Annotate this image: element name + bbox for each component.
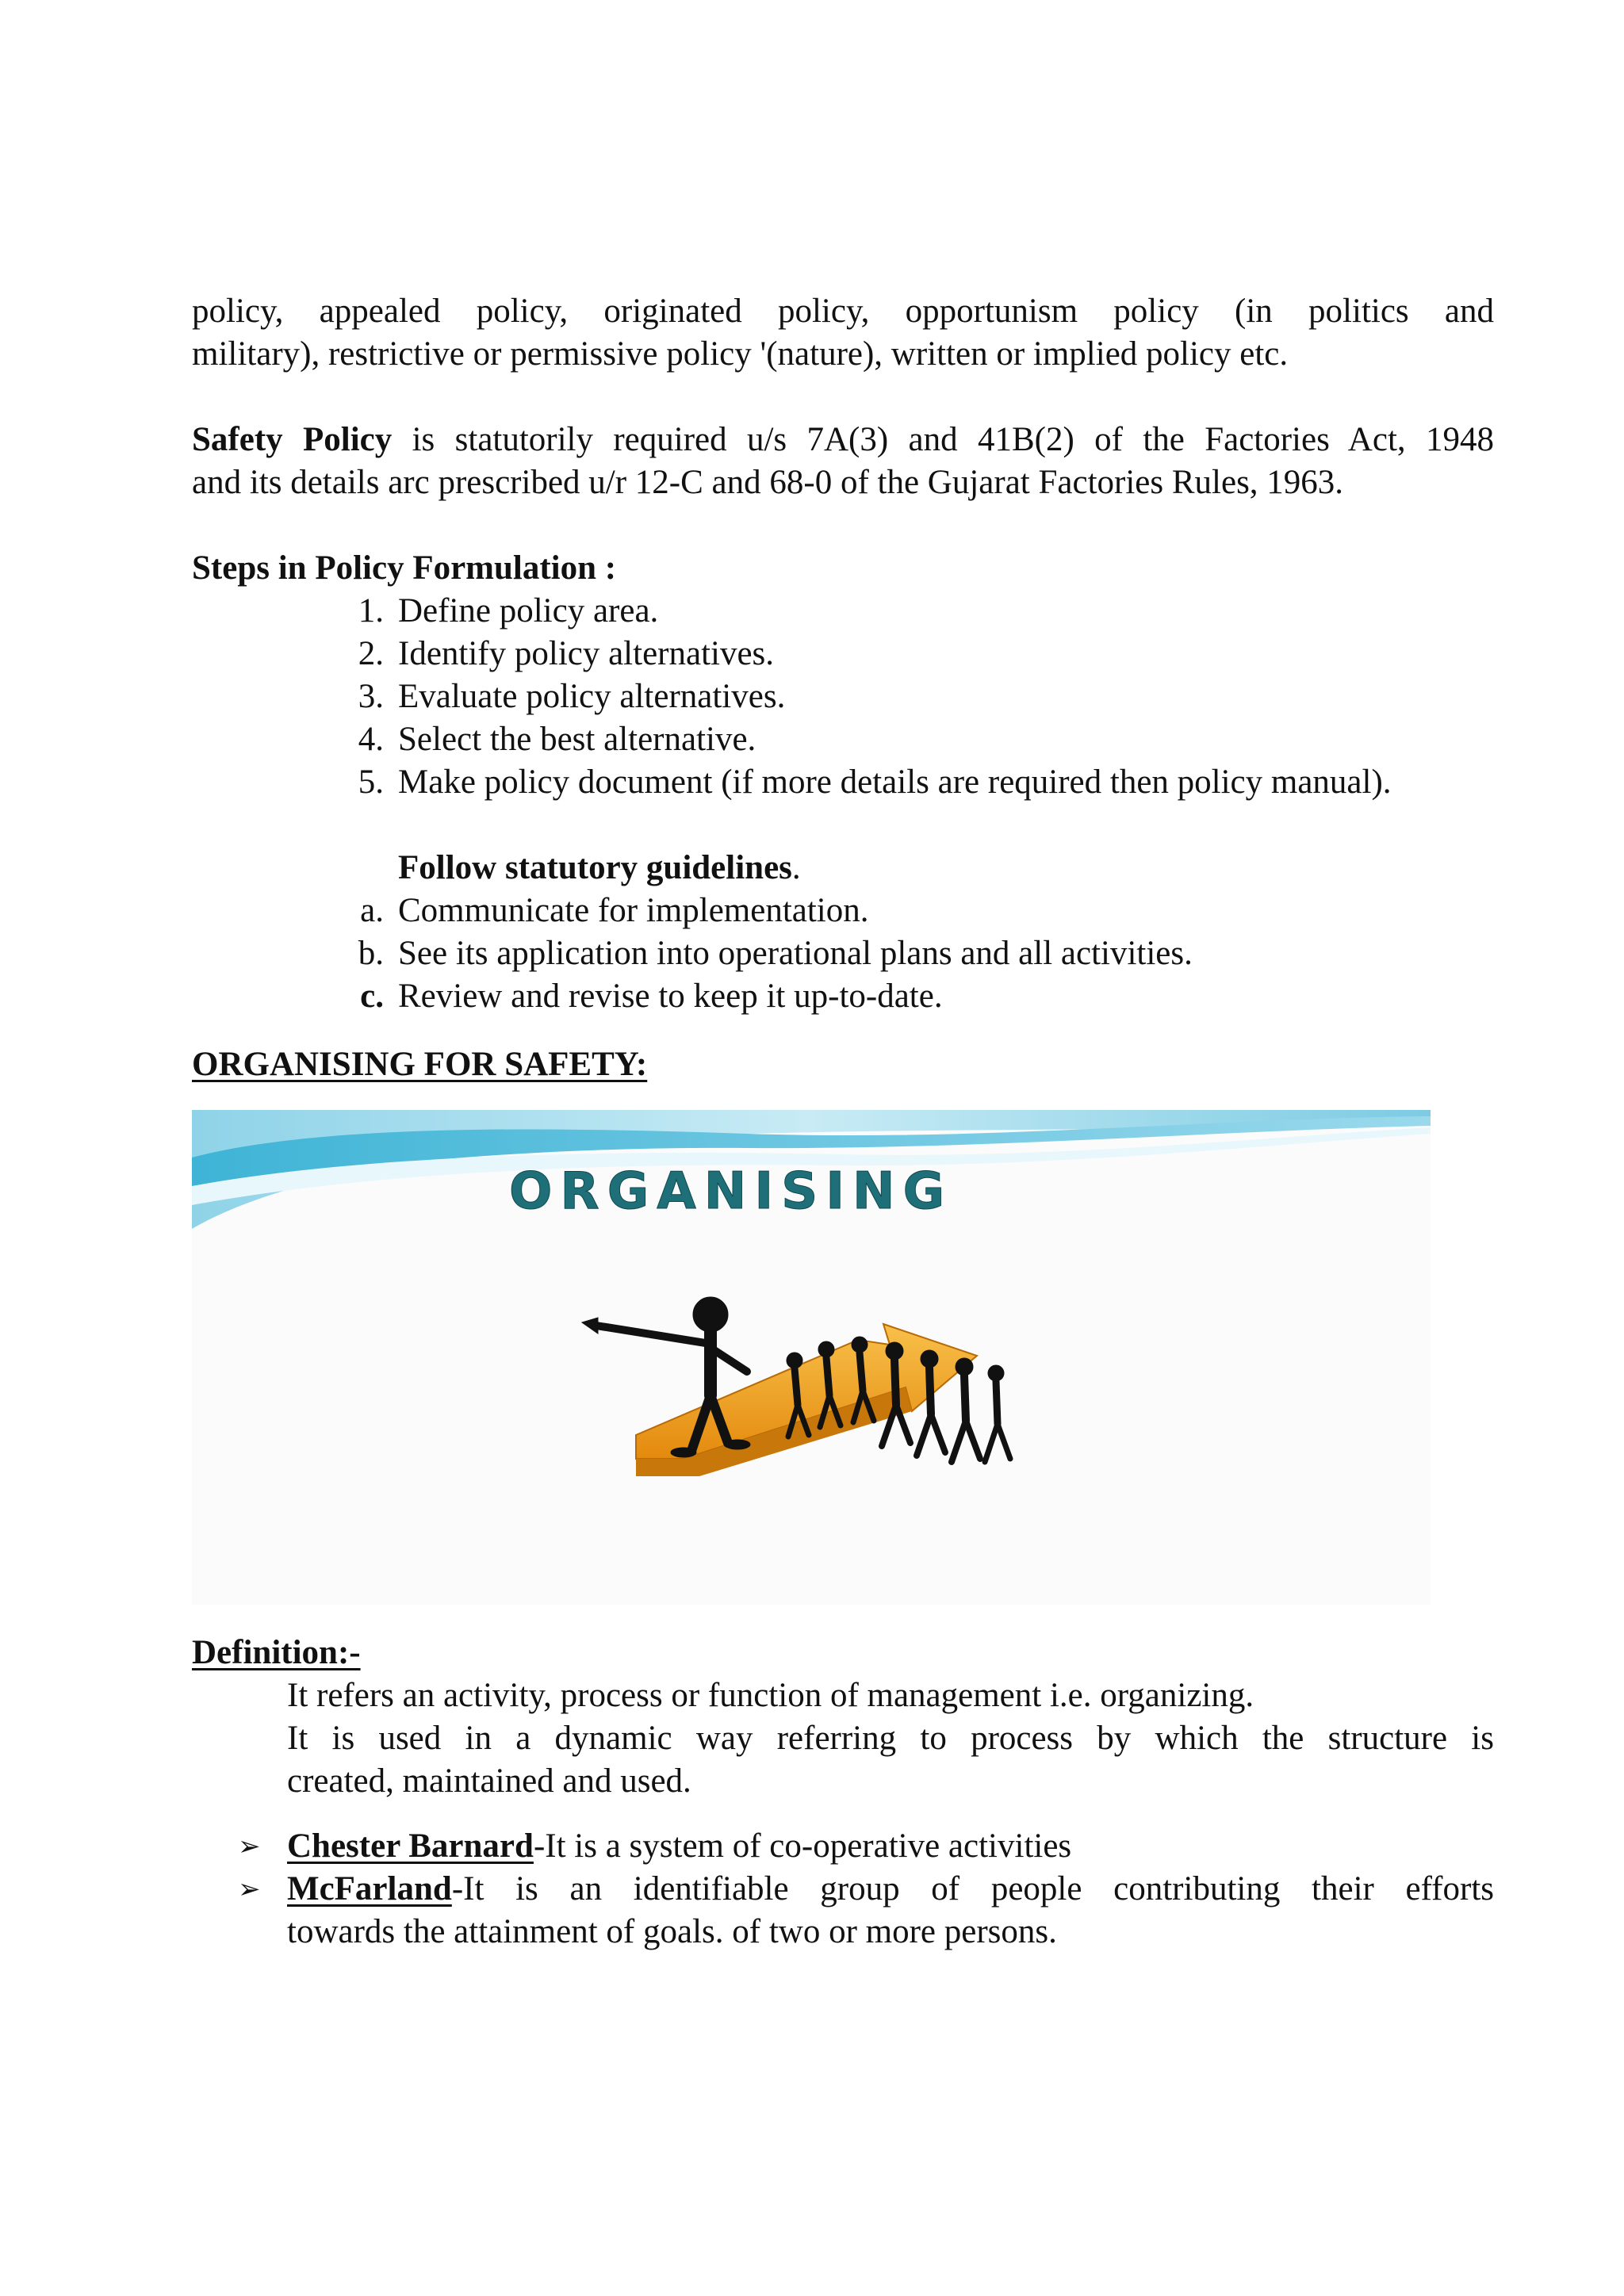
list-item xyxy=(333,932,1522,975)
definition-line-2: It is used in a dynamic way referring to process by which the structure is xyxy=(287,1720,1494,1757)
safety-policy-term: Safety Policy xyxy=(192,421,393,458)
list-item-text: Define policy area. xyxy=(398,592,659,629)
list-item-text: Communicate for implementation. xyxy=(398,892,869,929)
intro-paragraph xyxy=(192,290,1494,376)
intro-line-2: military), restrictive or permissive policy '(nature), written or implied policy etc. xyxy=(192,335,1289,373)
list-marker: 2. xyxy=(358,635,384,672)
safety-policy-line-1 xyxy=(192,419,1494,461)
definition-line-1: It refers an activity, process or function of management i.e. organizing. xyxy=(287,1677,1254,1714)
list-item xyxy=(238,1868,1494,1954)
list-marker: b. xyxy=(358,935,384,972)
list-marker: c. xyxy=(360,978,384,1015)
organising-illustration xyxy=(192,1110,1431,1605)
list-item-text: Make policy document (if more details are required then policy manual). xyxy=(398,763,1392,801)
list-item-text: Identify policy alternatives. xyxy=(398,635,775,672)
list-item xyxy=(333,890,1522,932)
list-item xyxy=(333,718,1522,761)
list-item xyxy=(333,761,1522,804)
list-item-text: Evaluate policy alternatives. xyxy=(398,678,786,715)
list-item xyxy=(333,675,1522,718)
quote-author: Chester Barnard xyxy=(287,1827,534,1865)
safety-policy-line-2: and its details arc prescribed u/r 12-C and 68-0 of the Gujarat Factories Rules, 1963. xyxy=(192,464,1344,501)
quote-text-continued: towards the attainment of goals. of two or more persons. xyxy=(287,1913,1057,1950)
quote-text: -It is a system of co-operative activities xyxy=(533,1827,1072,1865)
guidelines-heading: Follow statutory guidelines. xyxy=(398,849,801,886)
list-item-text: See its application into operational plans and all activities. xyxy=(398,935,1193,972)
quote-text: -It is an identifiable group of people contributing their efforts xyxy=(451,1870,1494,1908)
figure-title: ORGANISING xyxy=(509,1162,953,1221)
list-item-text: Review and revise to keep it up-to-date. xyxy=(398,978,943,1015)
list-item xyxy=(333,590,1522,633)
list-item xyxy=(238,1825,1494,1868)
definition-block xyxy=(287,1674,1494,1803)
organising-heading: ORGANISING FOR SAFETY: xyxy=(192,1046,648,1083)
list-item xyxy=(333,975,1522,1018)
list-marker: 5. xyxy=(358,763,384,801)
list-item xyxy=(333,633,1522,675)
list-item-text: Select the best alternative. xyxy=(398,721,756,758)
steps-list xyxy=(333,590,1522,804)
list-marker: 3. xyxy=(358,678,384,715)
intro-line-1: policy, appealed policy, originated policy, opportunism policy (in politics and xyxy=(192,293,1494,330)
definition-line-3: created, maintained and used. xyxy=(287,1762,691,1800)
guidelines-heading-bold: Follow statutory guidelines xyxy=(398,849,792,886)
list-marker: a. xyxy=(360,892,384,929)
definition-heading: Definition:- xyxy=(192,1634,361,1671)
definition-quotes xyxy=(238,1825,1494,1954)
list-marker: 4. xyxy=(358,721,384,758)
steps-heading: Steps in Policy Formulation : xyxy=(192,549,617,587)
arrow-bullet-icon: ➢ xyxy=(238,1831,261,1862)
safety-policy-line-1-rest: is statutorily required u/s 7A(3) and 41B(2) of the Factories Act, 1948 xyxy=(392,421,1494,458)
arrow-bullet-icon: ➢ xyxy=(238,1873,261,1905)
list-marker: 1. xyxy=(358,592,384,629)
guidelines-heading-row xyxy=(333,847,1522,890)
guidelines-list xyxy=(333,847,1522,1018)
organising-figure xyxy=(192,1110,1431,1605)
safety-policy-paragraph xyxy=(192,419,1494,504)
quote-author: McFarland xyxy=(287,1870,452,1908)
